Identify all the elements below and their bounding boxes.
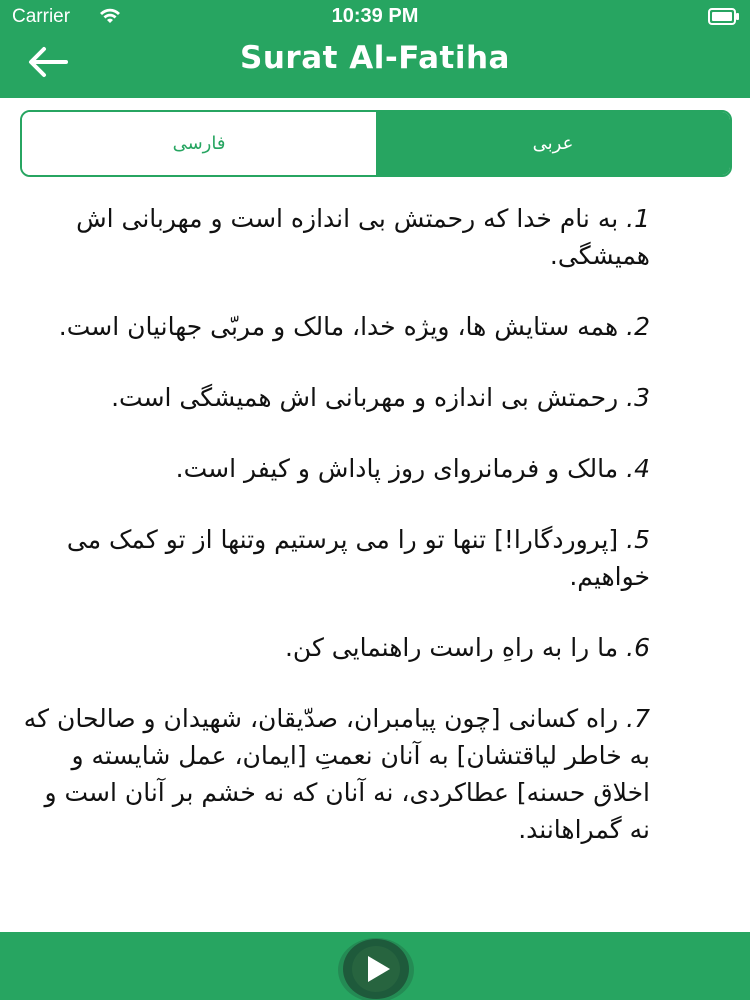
verse-5 [20,521,650,595]
status-time: 10:39 PM [331,5,419,27]
verse-text: راه کسانی [چون پیامبران، صدّیقان، شهیدان و صالحان که به خاطر لیاقتشان] به آنان نعمتِ [ایمان، عمل شایسته و اخلاق حسنه] عطاکردی، نه آنان که نه خشم بر آنان است و نه گمراهانند. [23,704,650,844]
verse-number: 2. [626,312,650,341]
verse-number: 5. [626,525,650,554]
verse-4 [20,450,650,487]
verse-text: همه ستایش ها، ویژه خدا، مالک و مربّی جهانیان است. [58,312,619,341]
verse-text: به نام خدا که رحمتش بی اندازه است و مهربانی اش همیشگی. [76,204,650,270]
carrier-label: Carrier [12,6,71,27]
verse-number: 6. [626,633,650,662]
verse-text: مالک و فرمانروای روز پاداش و کیفر است. [175,454,619,483]
verse-7 [20,700,650,848]
page-title: Surat Al-Fatiha [240,40,510,76]
battery-icon [708,8,740,25]
tab-farsi[interactable]: فارسی [22,112,376,175]
tab-arabi[interactable]: عربی [376,112,730,175]
verse-3 [20,379,650,416]
status-bar [0,0,750,34]
verse-text: رحمتش بی اندازه و مهربانی اش همیشگی است. [111,383,619,412]
play-button[interactable] [337,936,415,1000]
translation-text [20,200,650,922]
verse-1 [20,200,650,274]
verse-6 [20,629,650,666]
verse-number: 3. [626,383,650,412]
header [0,0,750,98]
verse-2 [20,308,650,345]
verse-number: 4. [626,454,650,483]
verse-number: 7. [626,704,650,733]
verse-number: 1. [626,204,650,233]
language-segmented-control [20,110,732,177]
verse-text: [پروردگارا!] تنها تو را می پرستیم وتنها از تو کمک می خواهیم. [66,525,650,591]
verse-text: ما را به راهِ راست راهنمایی کن. [284,633,619,662]
